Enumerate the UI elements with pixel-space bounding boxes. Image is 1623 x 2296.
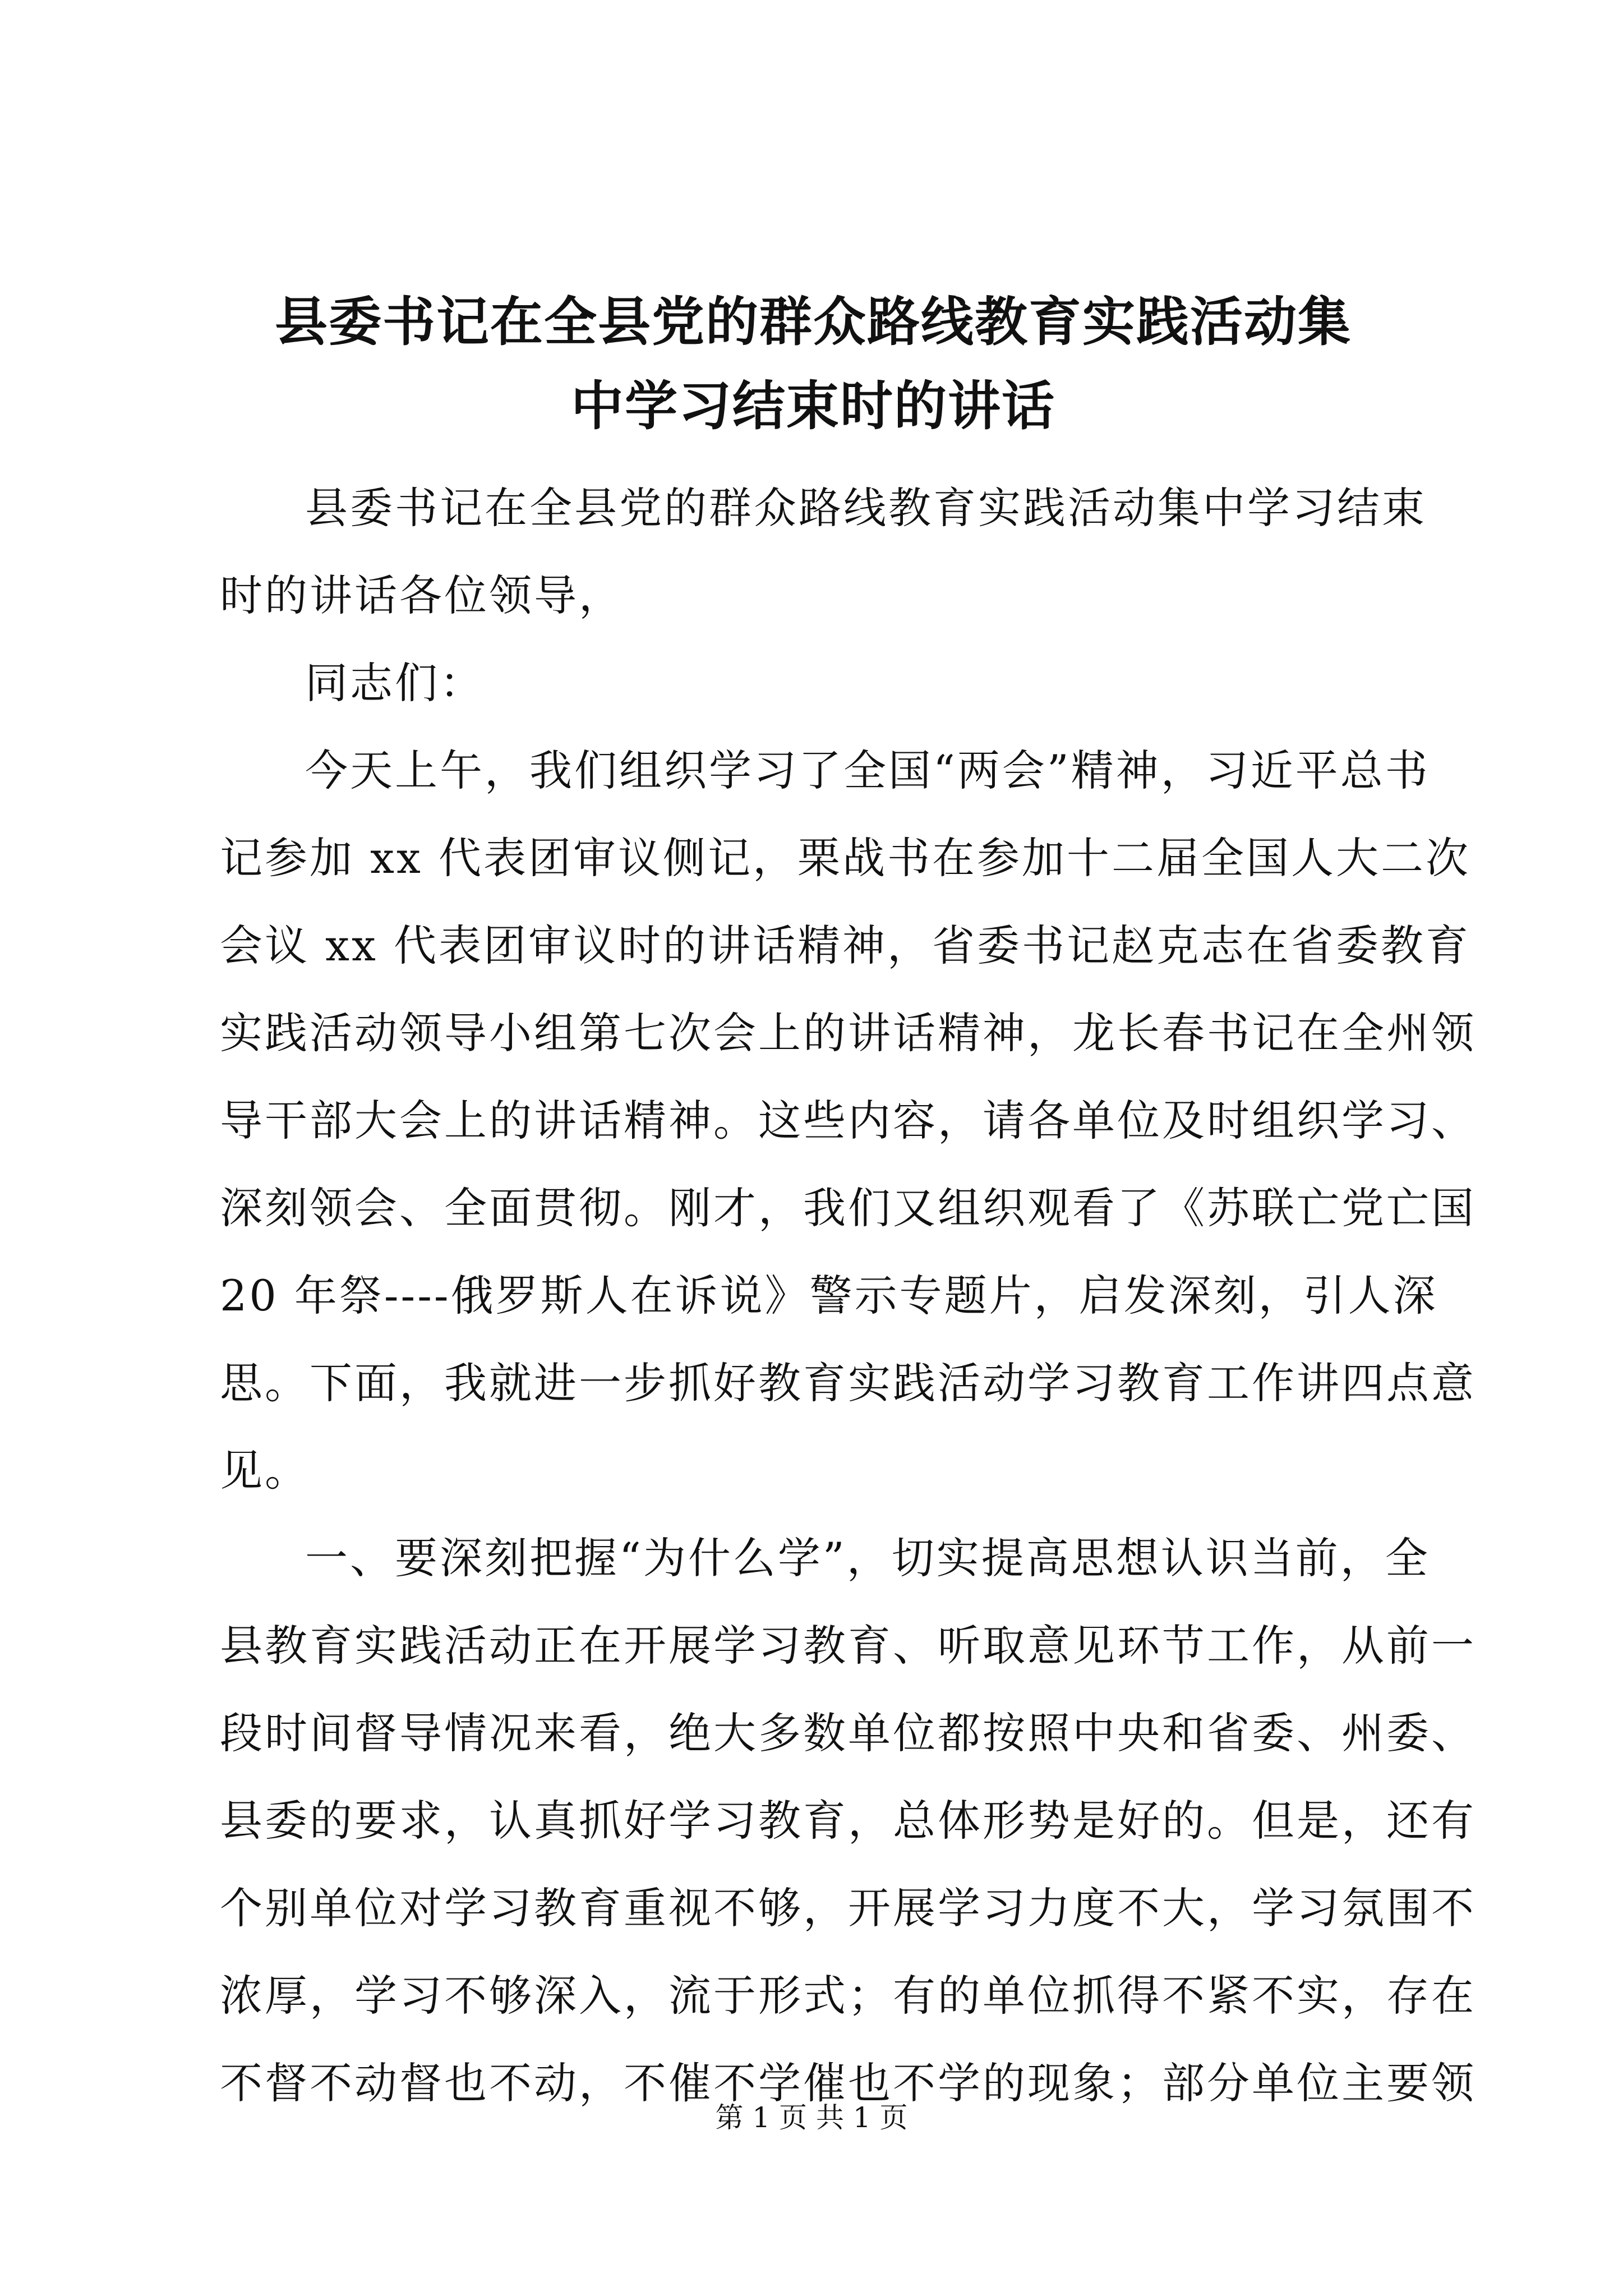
body-line: 个别单位对学习教育重视不够，开展学习力度不大，学习氛围不: [220, 1883, 1476, 1933]
body-line: 今天上午，我们组织学习了全国“两会”精神，习近平总书: [305, 746, 1430, 795]
document-title: [202, 280, 1424, 449]
body-line: 导干部大会上的讲话精神。这些内容，请各单位及时组织学习、: [220, 1096, 1476, 1145]
body-line: 思。下面，我就进一步抓好教育实践活动学习教育工作讲四点意: [220, 1358, 1476, 1408]
body-line: 深刻领会、全面贯彻。刚才，我们又组织观看了《苏联亡党亡国: [220, 1183, 1476, 1233]
body-line: 会议 xx 代表团审议时的讲话精神，省委书记赵克志在省委教育: [220, 921, 1471, 970]
title-line-1: 县委书记在全县党的群众路线教育实践活动集: [274, 292, 1352, 353]
body-line: 实践活动领导小组第七次会上的讲话精神，龙长春书记在全州领: [220, 1008, 1476, 1058]
body-line: 20 年祭----俄罗斯人在诉说》警示专题片，启发深刻，引人深: [220, 1271, 1438, 1320]
body-line: 县委的要求，认真抓好学习教育，总体形势是好的。但是，还有: [220, 1796, 1476, 1846]
page-footer: 第 1 页 共 1 页: [715, 2101, 908, 2134]
document-body: [220, 464, 1476, 2127]
body-line: 段时间督导情况来看，绝大多数单位都按照中央和省委、州委、: [220, 1708, 1476, 1758]
body-line: 同志们：: [305, 658, 485, 708]
body-line: 县教育实践活动正在开展学习教育、听取意见环节工作，从前一: [220, 1621, 1476, 1671]
body-line: 一、要深刻把握“为什么学”，切实提高思想认识当前，全: [305, 1533, 1430, 1583]
body-line: 时的讲话各位领导，: [220, 570, 624, 620]
title-line-2: 中学习结束时的讲话: [570, 376, 1055, 437]
body-line: 县委书记在全县党的群众路线教育实践活动集中学习结束: [305, 483, 1427, 533]
body-line: 见。: [220, 1446, 310, 1496]
body-line: 不督不动督也不动，不催不学催也不学的现象；部分单位主要领: [220, 2058, 1476, 2108]
body-line: 浓厚，学习不够深入，流于形式；有的单位抓得不紧不实，存在: [220, 1971, 1476, 2021]
body-line: 记参加 xx 代表团审议侧记，栗战书在参加十二届全国人大二次: [220, 833, 1471, 883]
